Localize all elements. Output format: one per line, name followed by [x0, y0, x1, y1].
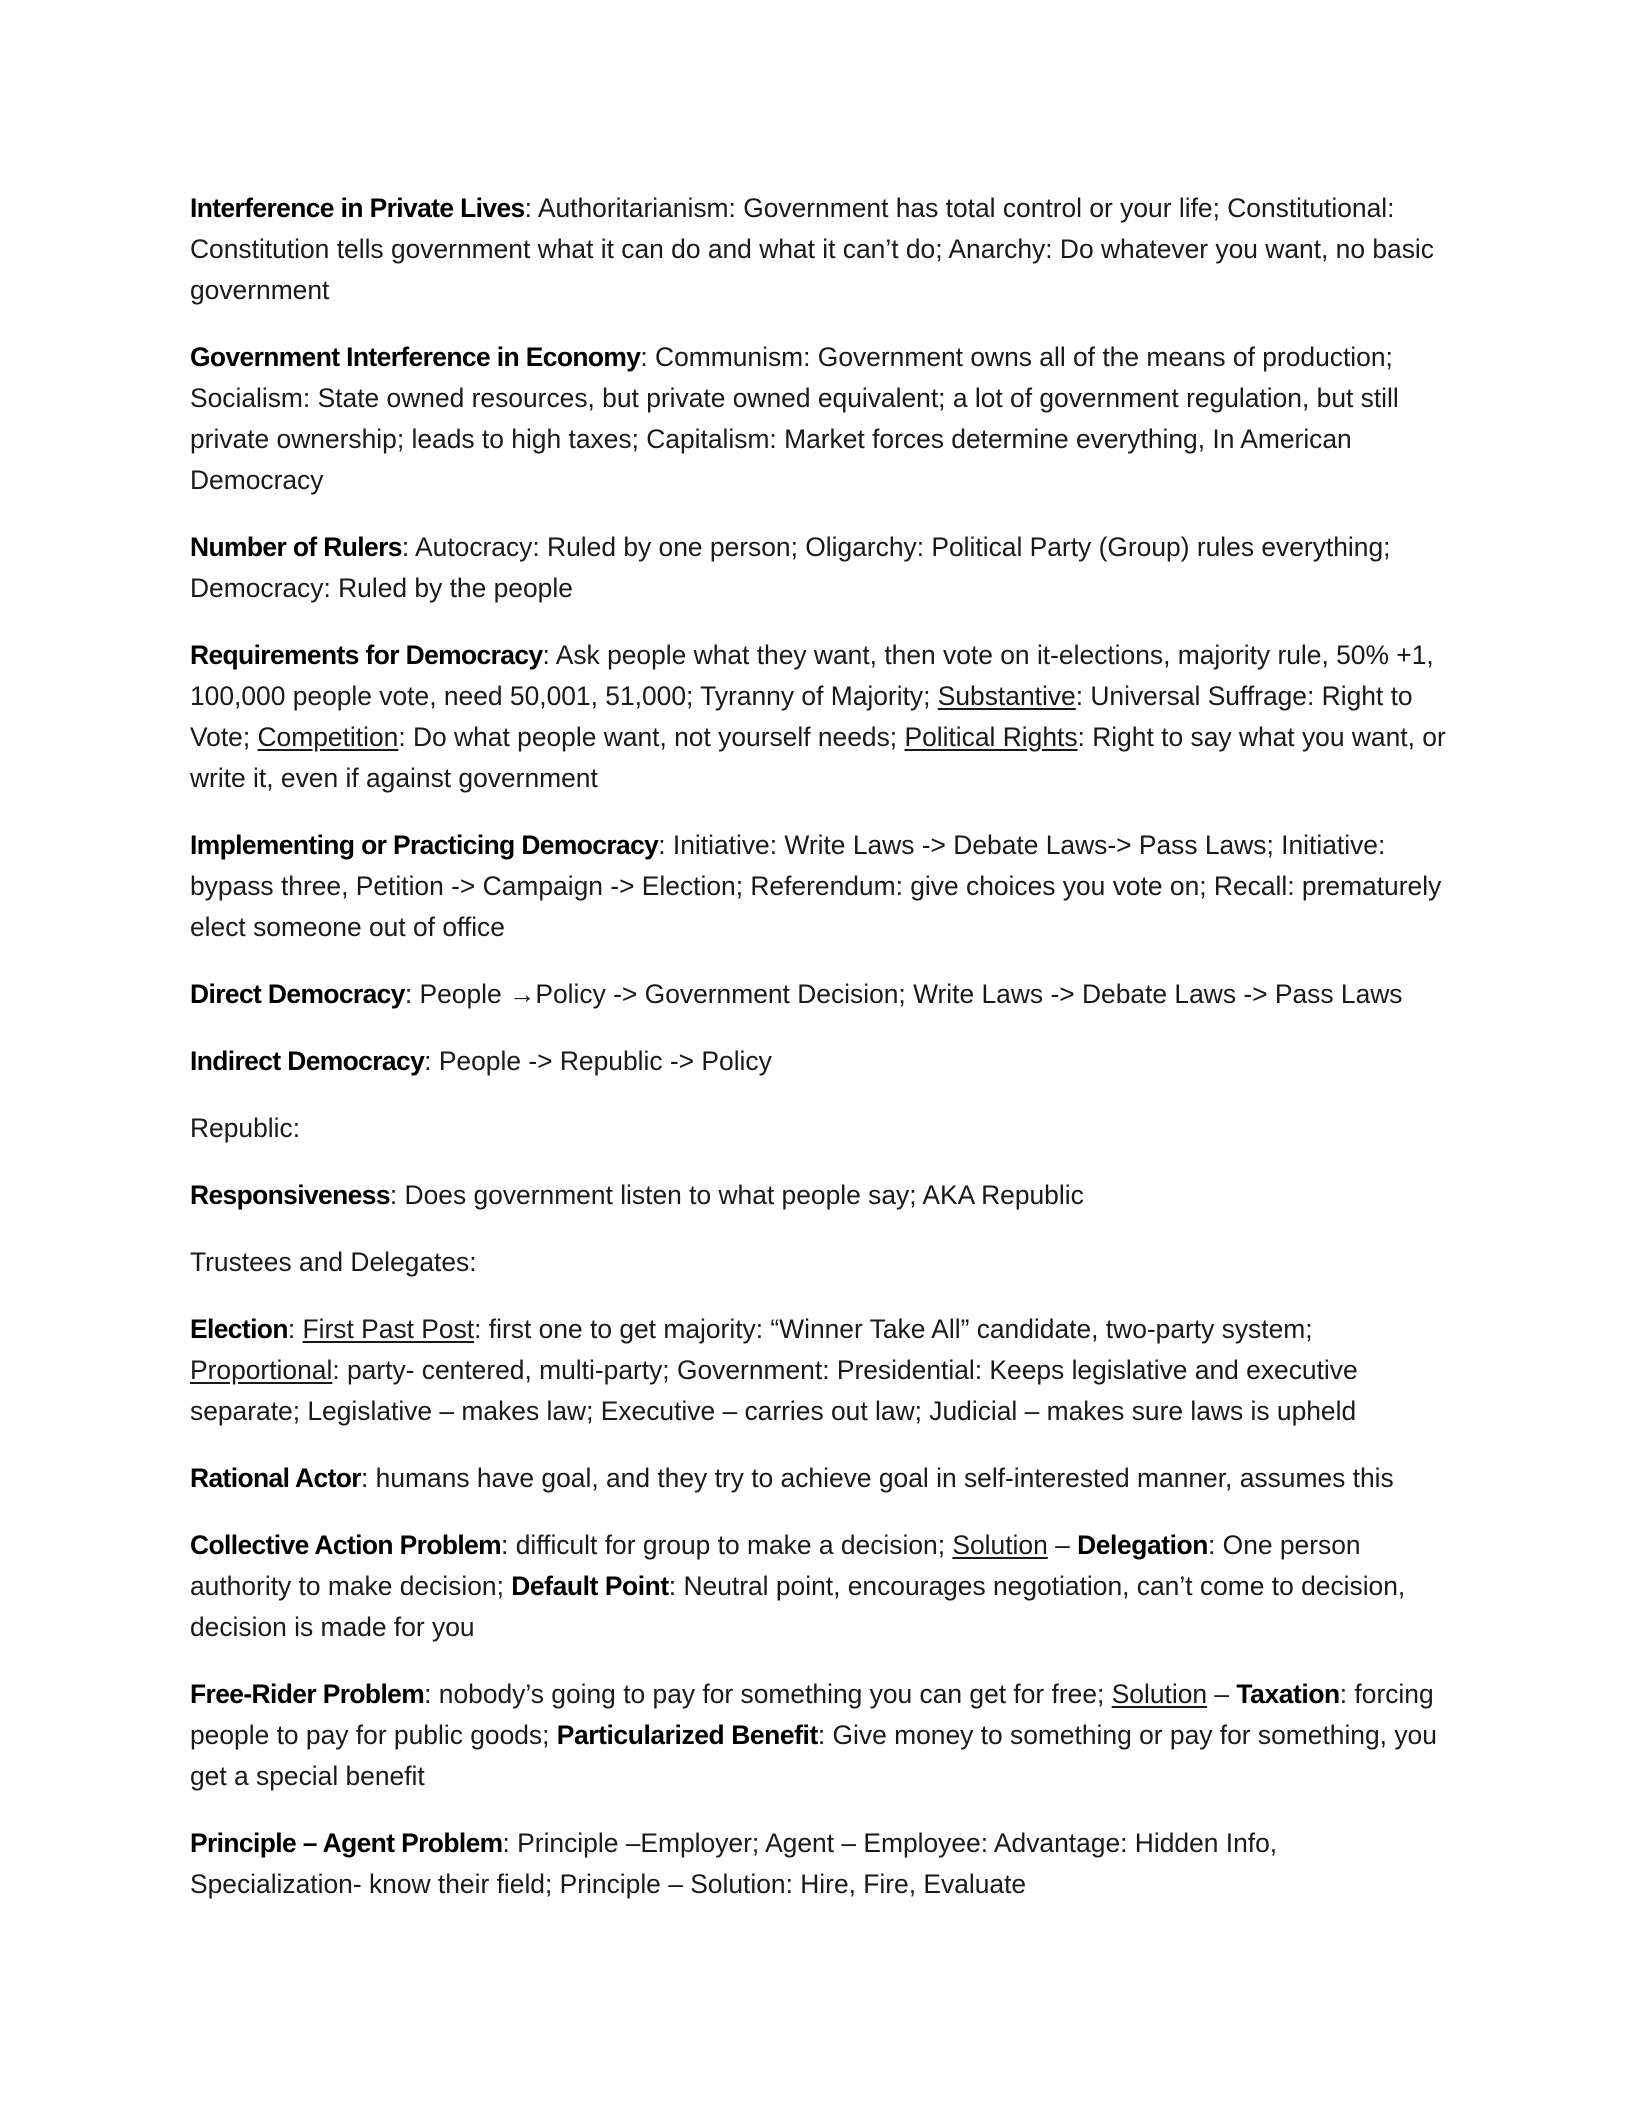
entry-government-interference-economy — [190, 337, 1452, 501]
subterm-delegation: Delegation — [1077, 1530, 1208, 1560]
entry-election — [190, 1309, 1452, 1432]
definition-text: : Principle –Employer; Agent – Employee: Advantage: Hidden Info, Specialization- know their field; Principle – Solution: Hire, Fire, Evaluate — [190, 1828, 1278, 1899]
entry-rational-actor — [190, 1458, 1452, 1499]
definition-text: : forcing people to pay for public goods; — [190, 1679, 1434, 1750]
definition-text: : party- centered, multi-party; Government: Presidential: Keeps legislative and executive separate; Legislative – makes law; Executive – carries out law; Judicial – makes sure laws is upheld — [190, 1355, 1358, 1426]
subterm-solution: Solution — [1111, 1679, 1208, 1709]
definition-text: : Does government listen to what people say; AKA Republic — [389, 1180, 1084, 1210]
subterm-taxation: Taxation — [1236, 1679, 1340, 1709]
entry-indirect-democracy — [190, 1041, 1452, 1082]
term-principle-agent-problem: Principle – Agent Problem — [190, 1828, 503, 1858]
notes-body — [190, 188, 1452, 1931]
definition-text: : People →Policy -> Government Decision; Write Laws -> Debate Laws -> Pass Laws — [404, 979, 1403, 1009]
definition-text: : — [287, 1314, 303, 1344]
subterm-first-past-post: First Past Post — [302, 1314, 475, 1344]
definition-text: : Communism: Government owns all of the means of production; Socialism: State owned resources, but private owned equivalent; a lot of government regulation, but still private ownership; leads to high taxes; Capitalism: Market forces determine everything, In American Democracy — [190, 342, 1399, 495]
definition-text: : Ask people what they want, then vote on it-elections, majority rule, 50% +1, 100,000 people vote, need 50,001, 51,000; Tyranny of Majority; — [190, 640, 1434, 711]
subterm-competition: Competition — [257, 722, 399, 752]
entry-responsiveness — [190, 1175, 1452, 1216]
definition-text: : humans have goal, and they try to achieve goal in self-interested manner, assumes this — [360, 1463, 1394, 1493]
subterm-solution: Solution — [952, 1530, 1048, 1560]
definition-text: : Initiative: Write Laws -> Debate Laws-> Pass Laws; Initiative: bypass three, Petition -> Campaign -> Election; Referendum: give choices you vote on; Recall: prematurely elect someone out of office — [190, 830, 1442, 942]
term-number-of-rulers: Number of Rulers — [190, 532, 402, 562]
definition-text: : One person authority to make decision; — [190, 1530, 1361, 1601]
heading-trustees-delegates: Trustees and Delegates: — [190, 1247, 477, 1277]
term-indirect-democracy: Indirect Democracy — [190, 1046, 425, 1076]
term-responsiveness: Responsiveness — [190, 1180, 390, 1210]
definition-text: – — [1047, 1530, 1078, 1560]
entry-number-of-rulers — [190, 527, 1452, 609]
term-collective-action-problem: Collective Action Problem — [190, 1530, 502, 1560]
entry-implementing-democracy — [190, 825, 1452, 948]
entry-free-rider-problem — [190, 1674, 1452, 1797]
entry-republic — [190, 1108, 1452, 1149]
entry-trustees-delegates — [190, 1242, 1452, 1283]
term-interference-private-lives: Interference in Private Lives — [190, 193, 525, 223]
definition-text: : nobody’s going to pay for something you can get for free; — [424, 1679, 1112, 1709]
definition-text: : first one to get majority: “Winner Take All” candidate, two-party system; — [474, 1314, 1313, 1344]
definition-text: : Give money to something or pay for something, you get a special benefit — [190, 1720, 1437, 1791]
definition-text: – — [1207, 1679, 1237, 1709]
subterm-particularized-benefit: Particularized Benefit — [556, 1720, 818, 1750]
entry-interference-private-lives — [190, 188, 1452, 311]
definition-text: : Do what people want, not yourself needs; — [398, 722, 905, 752]
term-direct-democracy: Direct Democracy — [190, 979, 405, 1009]
subterm-substantive: Substantive — [937, 681, 1076, 711]
term-rational-actor: Rational Actor — [190, 1463, 361, 1493]
term-requirements-for-democracy: Requirements for Democracy — [190, 640, 543, 670]
heading-republic: Republic: — [190, 1113, 301, 1143]
entry-principle-agent-problem — [190, 1823, 1452, 1905]
entry-requirements-for-democracy — [190, 635, 1452, 799]
term-implementing-democracy: Implementing or Practicing Democracy — [190, 830, 659, 860]
definition-text: : Autocracy: Ruled by one person; Oligarchy: Political Party (Group) rules everything; Democracy: Ruled by the people — [190, 532, 1391, 603]
entry-collective-action-problem — [190, 1525, 1452, 1648]
entry-direct-democracy — [190, 974, 1452, 1015]
definition-text: : Authoritarianism: Government has total control or your life; Constitutional: Constitution tells government what it can do and what it can’t do; Anarchy: Do whatever you want, no basic government — [190, 193, 1434, 305]
subterm-default-point: Default Point — [511, 1571, 669, 1601]
term-election: Election — [190, 1314, 288, 1344]
definition-text: : difficult for group to make a decision; — [501, 1530, 953, 1560]
definition-text: : Right to say what you want, or write it, even if against government — [190, 722, 1446, 793]
term-free-rider-problem: Free-Rider Problem — [190, 1679, 425, 1709]
definition-text: : Neutral point, encourages negotiation, can’t come to decision, decision is made for you — [190, 1571, 1406, 1642]
subterm-proportional: Proportional — [190, 1355, 333, 1385]
definition-text: : Universal Suffrage: Right to Vote; — [190, 681, 1413, 752]
term-government-interference-economy: Government Interference in Economy — [190, 342, 641, 372]
subterm-political-rights: Political Rights — [904, 722, 1078, 752]
definition-text: : People -> Republic -> Policy — [424, 1046, 772, 1076]
